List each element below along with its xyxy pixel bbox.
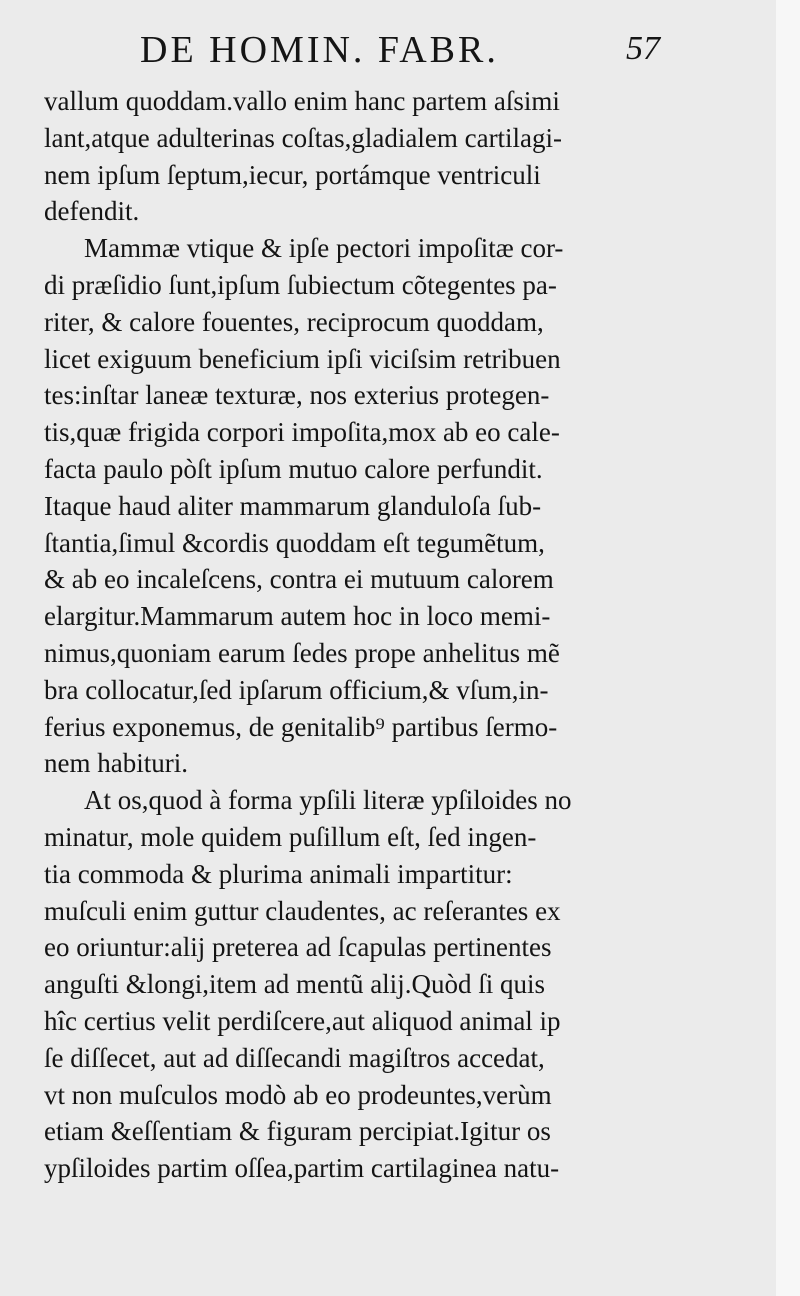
text-line: licet exiguum beneficium ipſi viciſsim retribuen xyxy=(44,343,561,374)
text-line: riter, & calore fouentes, reciprocum quoddam, xyxy=(44,306,544,337)
text-line: nimus,quoniam earum ſedes prope anhelitus mẽ xyxy=(44,637,560,668)
text-line: ſe diſſecet, aut ad diſſecandi magiſtros accedat, xyxy=(44,1042,545,1073)
running-head: DE HOMIN. FABR. xyxy=(140,29,499,71)
text-line: minatur, mole quidem puſillum eſt, ſed ingen- xyxy=(44,821,537,852)
text-line: nem ipſum ſeptum,iecur, portámque ventriculi xyxy=(44,159,541,190)
text-line: vt non muſculos modò ab eo prodeuntes,verùm xyxy=(44,1079,552,1110)
text-line: Mammæ vtique & ipſe pectori impoſitæ cor- xyxy=(84,233,564,264)
text-line: ypſiloides partim oſſea,partim cartilaginea natu- xyxy=(44,1153,560,1184)
text-line: facta paulo pòſt ipſum mutuo calore perfundit. xyxy=(44,453,543,484)
text-line: elargitur.Mammarum autem hoc in loco memi- xyxy=(44,601,551,632)
text-line: anguſti &longi,item ad mentũ alij.Quòd ſi quis xyxy=(44,969,545,1000)
text-line: tis,quæ frigida corpori impoſita,mox ab eo cale- xyxy=(44,417,560,448)
text-line: ſtantia,ſimul &cordis quoddam eſt tegumẽtum, xyxy=(44,527,545,558)
text-line: di præſidio ſunt,ipſum ſubiectum cõtegentes pa- xyxy=(44,269,557,300)
text-line: muſculi enim guttur claudentes, ac reſerantes ex xyxy=(44,895,561,926)
page-number: 57 xyxy=(626,30,660,67)
text-line: tes:inſtar laneæ texturæ, nos exterius protegen- xyxy=(44,380,550,411)
text-line: ferius exponemus, de genitalib⁹ partibus ſermo- xyxy=(44,711,558,742)
text-line: bra collocatur,ſed ipſarum officium,& vſum,in- xyxy=(44,674,549,705)
body-text xyxy=(44,83,684,1187)
text-line: & ab eo incaleſcens, contra ei mutuum calorem xyxy=(44,564,554,595)
text-line: Itaque haud aliter mammarum glanduloſa ſub- xyxy=(44,490,542,521)
page-edge xyxy=(776,0,800,1296)
text-line: lant,atque adulterinas coſtas,gladialem cartilagi- xyxy=(44,122,563,153)
text-line: eo oriuntur:alij preterea ad ſcapulas pertinentes xyxy=(44,932,552,963)
text-line: At os,quod à forma ypſili literæ ypſiloides no xyxy=(84,785,572,816)
text-line: etiam &eſſentiam & figuram percipiat.Igitur os xyxy=(44,1116,551,1147)
text-line: vallum quoddam.vallo enim hanc partem aſsimi xyxy=(44,86,560,116)
text-line: defendit. xyxy=(44,196,140,227)
text-line: tia commoda & plurima animali impartitur: xyxy=(44,858,513,889)
text-line: nem habituri. xyxy=(44,748,188,779)
text-line: hîc certius velit perdiſcere,aut aliquod animal ip xyxy=(44,1005,561,1036)
